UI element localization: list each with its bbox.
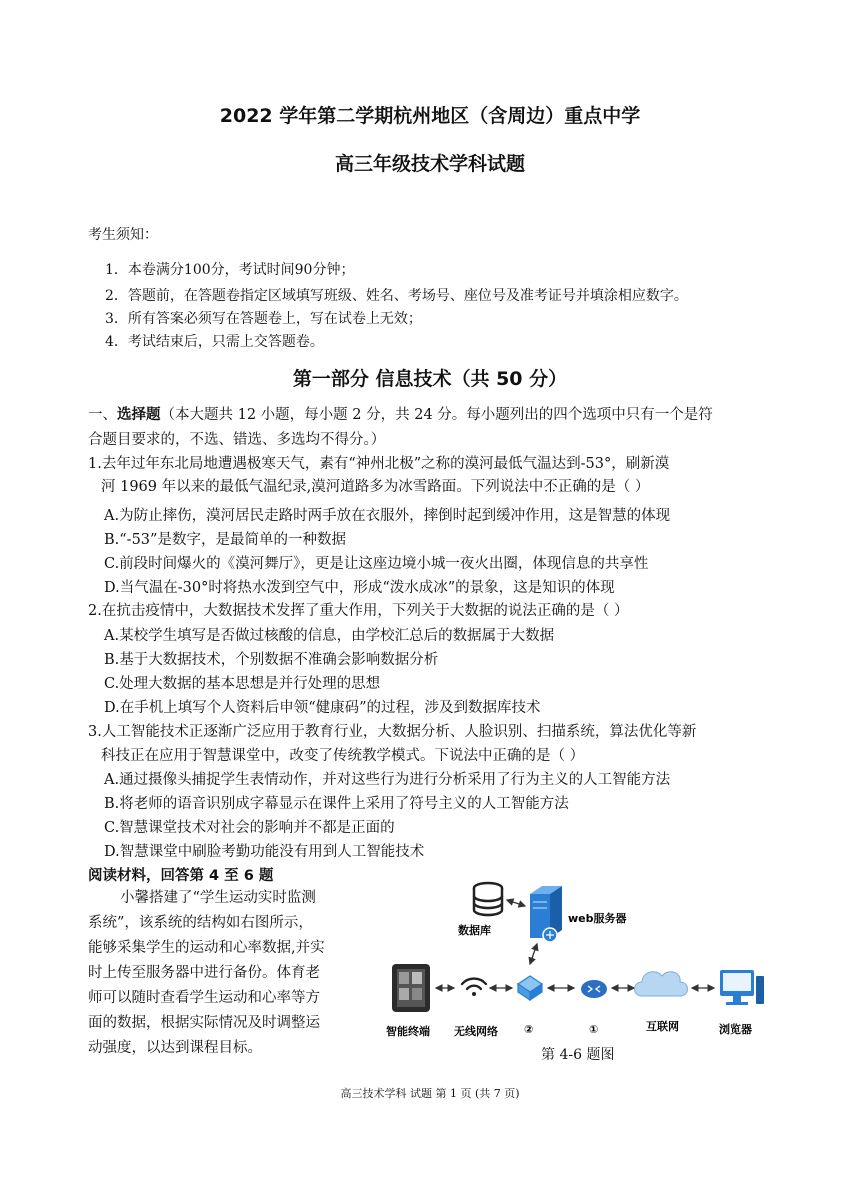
switch-icon	[518, 976, 542, 1000]
cloud-icon	[635, 972, 688, 996]
q3-option-a: A.通过摄像头捕捉学生表情动作，并对这些行为进行分析采用了行为主义的人工智能方法	[104, 772, 671, 788]
database-icon	[474, 883, 502, 915]
q1-option-a: A.为防止摔伤，漠河居民走路时两手放在衣服外，摔倒时起到缓冲作用，这是智慧的体现	[104, 508, 671, 524]
label-node1: ①	[589, 1023, 599, 1036]
router-icon	[581, 980, 607, 998]
q1-option-d: D.当气温在-30°时将热水泼到空气中，形成“泼水成冰”的景象，这是知识的体现	[104, 580, 615, 596]
q3-stem-line2: 科技正在应用于智慧课堂中，改变了传统教学模式。下说法中正确的是（ ）	[101, 748, 585, 764]
figure-caption: 第 4-6 题图	[541, 1047, 615, 1063]
notice-item-1: 1．本卷满分100分，考试时间90分钟；	[105, 262, 355, 278]
q1-option-c: C.前段时间爆火的《漠河舞厅》，更是让这座边境小城一夜火出圈，体现信息的共享性	[104, 556, 649, 572]
label-internet: 互联网	[646, 1020, 679, 1033]
q1-stem-line1: 1.去年过年东北局地遭遇极寒天气，素有“神州北极”之称的漠河最低气温达到-53°，刷新漠	[88, 456, 670, 472]
q1-stem-text: 河 1969 年以来的最低气温纪录,漠河道路多为冰雪路面。下列说法中	[101, 479, 544, 495]
reading-line-1: 小馨搭建了“学生运动实时监测	[120, 890, 316, 906]
q2-option-c: C.处理大数据的基本思想是并行处理的思想	[104, 676, 381, 692]
label-browser: 浏览器	[719, 1023, 752, 1036]
section-intro-line2: 合题目要求的，不选、错选、多选均不得分。）	[88, 432, 386, 448]
network-diagram	[370, 872, 770, 1042]
notice-item-2: 2．答题前，在答题卷指定区域填写班级、姓名、考场号、座位号及准考证号并填涂相应数字。	[105, 288, 688, 304]
q2-option-a: A.某校学生填写是否做过核酸的信息，由学校汇总后的数据属于大数据	[104, 628, 555, 644]
part-heading: 第一部分 信息技术（共 50 分）	[292, 368, 568, 390]
reading-line-2: 系统”，该系统的结构如右图所示，	[88, 915, 313, 931]
q3-stem-line1: 3.人工智能技术正逐渐广泛应用于教育行业，大数据分析、人脸识别、扫描系统，算法优化等新	[88, 724, 697, 740]
section-rules: （本大题共 12 小题，每小题 2 分，共 24 分。每小题列出的四个选项中只有一个是符	[160, 407, 713, 423]
label-wireless: 无线网络	[454, 1025, 498, 1038]
notice-item-4: 4．考试结束后，只需上交答题卷。	[105, 334, 324, 350]
reading-heading: 阅读材料，回答第 4 至 6 题	[88, 868, 274, 884]
q2-option-b: B.基于大数据技术，个别数据不准确会影响数据分析	[104, 652, 439, 668]
label-terminal: 智能终端	[386, 1025, 430, 1038]
reading-line-4: 时上传至服务器中进行备份。体育老	[88, 965, 320, 981]
computer-icon	[720, 970, 764, 1005]
label-node2: ②	[524, 1023, 534, 1036]
section-intro-line1	[88, 403, 713, 424]
label-web-server: web服务器	[568, 912, 627, 925]
web-server-icon	[530, 886, 562, 942]
exam-subtitle: 高三年级技术学科试题	[334, 153, 525, 175]
notice-heading: 考生须知：	[88, 227, 158, 243]
q1-answer-blank: 的是（ ）	[586, 479, 650, 495]
notice-item-3: 3．所有答案必须写在答题卷上，写在试卷上无效；	[105, 311, 422, 327]
reading-line-6: 面的数据，根据实际情况及时调整运	[88, 1015, 320, 1031]
reading-line-7: 动强度，以达到课程目标。	[88, 1040, 262, 1056]
reading-line-3: 能够采集学生的运动和心率数据,并实	[88, 940, 325, 956]
q3-option-d: D.智慧课堂中刷脸考勤功能没有用到人工智能技术	[104, 844, 425, 860]
q3-option-c: C.智慧课堂技术对社会的影响并不都是正面的	[104, 820, 395, 836]
exam-title: 2022 学年第二学期杭州地区（含周边）重点中学	[219, 105, 641, 127]
reading-line-5: 师可以随时查看学生运动和心率等方	[88, 990, 320, 1006]
q2-option-d: D.在手机上填写个人资料后申领“健康码”的过程，涉及到数据库技术	[104, 700, 541, 716]
wifi-icon	[462, 979, 486, 996]
section-prefix: 一、	[88, 407, 117, 423]
q1-option-b: B.“-53”是数字，是最简单的一种数据	[104, 532, 346, 548]
section-type: 选择题	[117, 407, 161, 423]
q3-option-b: B.将老师的语音识别成字幕显示在课件上采用了符号主义的人工智能方法	[104, 796, 569, 812]
q1-stem-line2	[101, 475, 649, 496]
smart-terminal-icon	[392, 964, 430, 1012]
q2-stem: 2.在抗击疫情中，大数据技术发挥了重大作用，下列关于大数据的说法正确的是（ ）	[88, 603, 629, 619]
label-database: 数据库	[458, 924, 491, 937]
q1-emphasis: 不正确 · · ·	[543, 475, 587, 496]
page-footer: 高三技术学科 试题 第 1 页 (共 7 页)	[340, 1087, 520, 1100]
